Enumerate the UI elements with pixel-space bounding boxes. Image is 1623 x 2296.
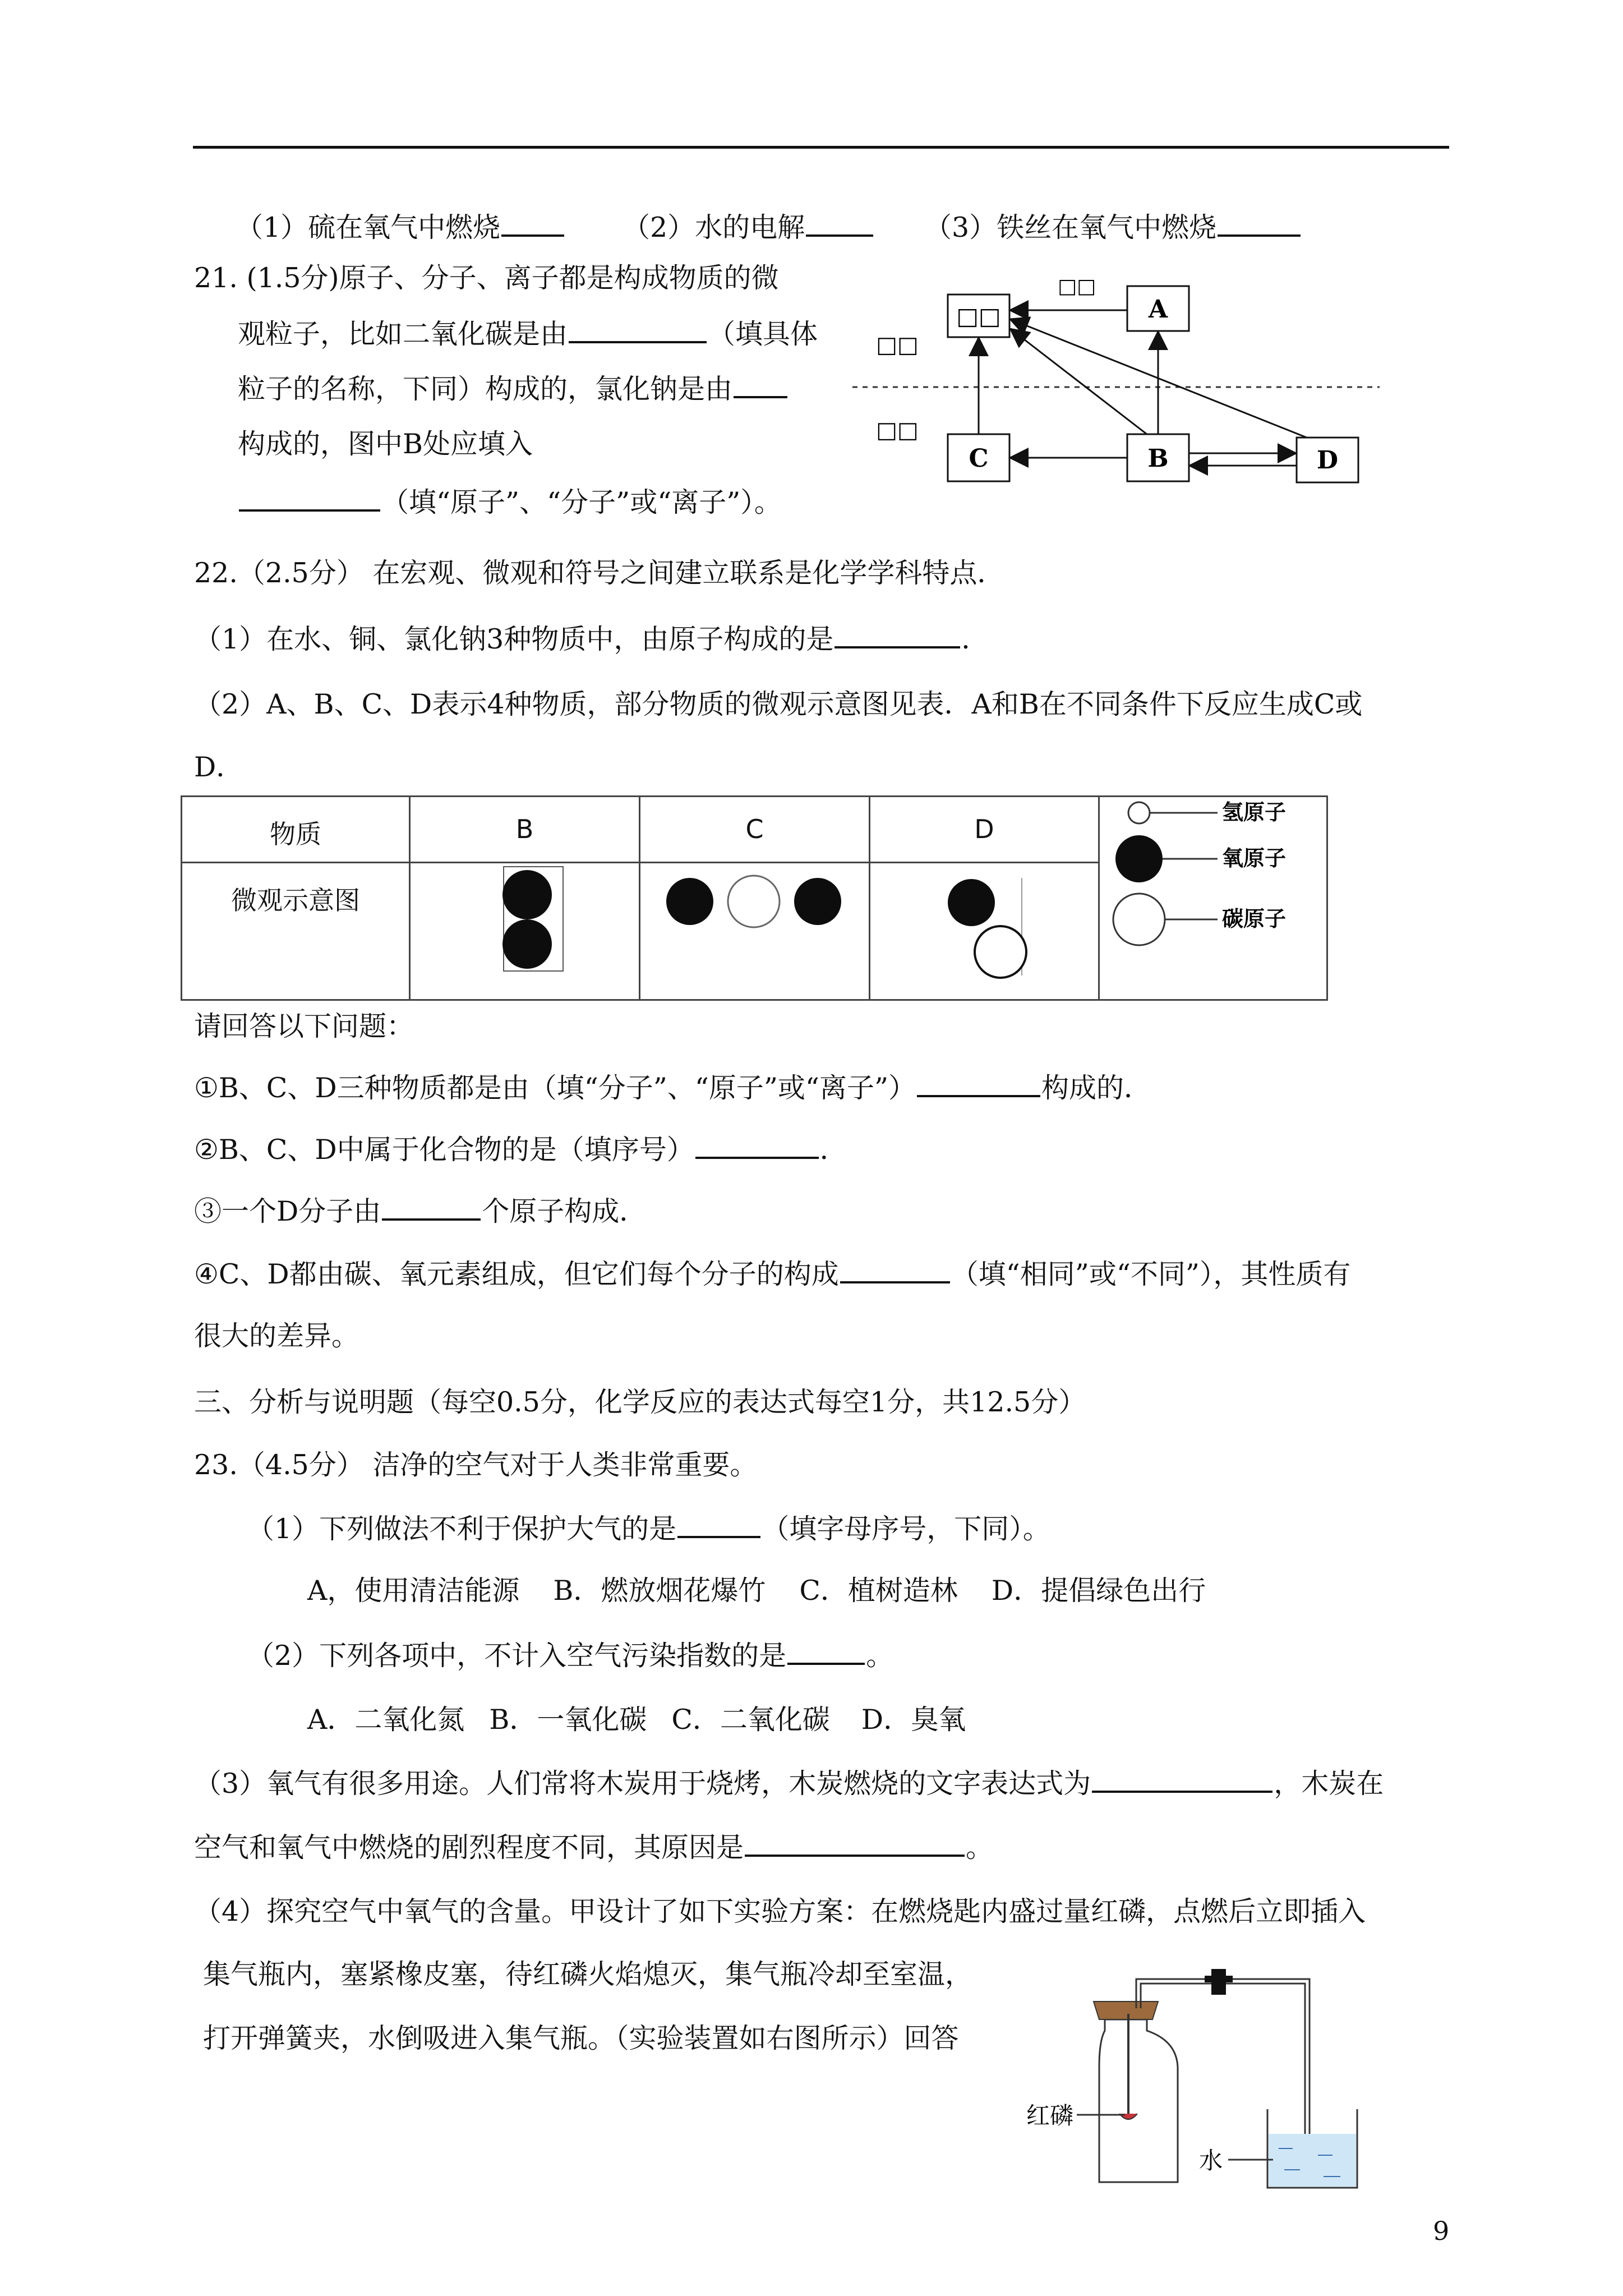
- q22-sub-2: ②B、C、D中属于化合物的是（填序号） ．: [194, 1134, 847, 1166]
- molecule-table: [181, 795, 1328, 1001]
- answer-blank[interactable]: [239, 487, 380, 512]
- q22-sub-4-cont: 很大的差异。: [194, 1320, 359, 1352]
- answer-blank[interactable]: [806, 212, 873, 237]
- molecule-c-cell: [640, 862, 870, 1000]
- box-b-label: B: [1147, 444, 1169, 473]
- gas-bottle: [1099, 2019, 1178, 2182]
- answer-blank[interactable]: [734, 374, 787, 398]
- q21-line-1: 21. (1.5分)原子、分子、离子都是构成物质的微: [194, 262, 779, 294]
- answer-blank[interactable]: [1092, 1768, 1272, 1793]
- q22-sub-1: ①B、C、D三种物质都是由（填“分子”、“原子”或“离子”） 构成的．: [194, 1072, 1152, 1104]
- answer-blank[interactable]: [787, 1640, 865, 1665]
- box-d-label: D: [1316, 446, 1339, 475]
- q20-part-2: （2）水的电解: [623, 211, 874, 245]
- answer-blank[interactable]: [382, 1196, 481, 1221]
- q23-part-4-line-1: （4）探究空气中氧气的含量。甲设计了如下实验方案：在燃烧匙内盛过量红磷，点燃后立即插入: [194, 1895, 1366, 1927]
- atom-legend: [1100, 797, 1326, 999]
- oxygen-atom: [502, 870, 552, 919]
- q23-part-1: （1）下列做法不利于保护大气的是 （填字母序号，下同）。: [247, 1513, 1050, 1545]
- answer-blank[interactable]: [695, 1134, 819, 1159]
- side-label-lower: □□: [876, 417, 919, 443]
- q22-prompt: 请回答以下问题：: [194, 1010, 414, 1042]
- box-a-label: A: [1148, 295, 1168, 324]
- rubber-stopper: [1094, 2001, 1158, 2019]
- label-red-phosphorus: 红磷: [1026, 2102, 1074, 2129]
- q23-part-3-line-1: （3）氧气有很多用途。人们常将木炭用于烧烤，木炭燃烧的文字表达式为 ，木炭在: [194, 1768, 1384, 1800]
- q22-part-2-line-2: D．: [194, 751, 244, 783]
- box-c-label: C: [969, 444, 989, 473]
- q22-part-2-line-1: （2）A、B、C、D表示4种物质，部分物质的微观示意图见表．A和B在不同条件下反应生成C或: [194, 688, 1363, 720]
- q22-intro: 22.（2.5分） 在宏观、微观和符号之间建立联系是化学学科特点．: [194, 557, 1005, 589]
- legend-carbon: 碳原子: [1222, 906, 1287, 931]
- answer-blank[interactable]: [917, 1073, 1040, 1097]
- table-header-c: C: [640, 797, 870, 863]
- box-top-left-label: □□: [956, 302, 1001, 330]
- molecule-b: [411, 863, 638, 995]
- arrow-d-to-top: [1012, 320, 1307, 438]
- q23-part-2: （2）下列各项中，不计入空气污染指数的是 。: [247, 1640, 894, 1672]
- oxygen-atom: [502, 919, 552, 969]
- q23-intro: 23.（4.5分） 洁净的空气对于人类非常重要。: [194, 1449, 758, 1481]
- oxygen-experiment-apparatus: [1021, 1947, 1413, 2193]
- legend-oxygen: 氧原子: [1222, 845, 1287, 871]
- oxygen-atom: [666, 878, 713, 925]
- molecule-c: [640, 863, 868, 995]
- legend-cell: [1099, 797, 1327, 1000]
- particle-relation-diagram: [841, 264, 1391, 499]
- q23-part-4-line-3: 打开弹簧夹，水倒吸进入集气瓶。（实验装置如右图所示）回答: [203, 2022, 959, 2054]
- q20-part-1: （1）硫在氧气中燃烧: [236, 211, 565, 245]
- table-header-substance: 物质: [182, 797, 410, 863]
- q22-sub-4: ④C、D都由碳、氧元素组成，但它们每个分子的构成 （填“相同”或“不同”），其性质有: [194, 1258, 1351, 1290]
- answer-blank[interactable]: [834, 624, 960, 648]
- table-header-b: B: [410, 797, 640, 863]
- oxygen-atom: [794, 878, 841, 925]
- page-number: 9: [1433, 2216, 1450, 2246]
- carbon-atom: [975, 926, 1026, 978]
- arrow-label: □□: [1057, 275, 1096, 298]
- answer-blank[interactable]: [677, 1513, 760, 1538]
- side-label-upper: □□: [876, 332, 919, 358]
- answer-blank[interactable]: [745, 1832, 965, 1857]
- q21-line-5: （填“原子”、“分子”或“离子”）。: [238, 486, 782, 519]
- water: [1269, 2134, 1356, 2187]
- legend-hydrogen: 氢原子: [1222, 799, 1287, 825]
- section-3-heading: 三、分析与说明题（每空0.5分，化学反应的表达式每空1分，共12.5分）: [194, 1386, 1086, 1418]
- q23-part-3-line-2: 空气和氧气中燃烧的剧烈程度不同，其原因是 。: [194, 1832, 994, 1864]
- table-row-label: 微观示意图: [182, 862, 410, 1000]
- q23-part-4-line-2: 集气瓶内，塞紧橡皮塞，待红磷火焰熄灭，集气瓶冷却至室温，: [203, 1958, 973, 1990]
- q20-part-3: （3）铁丝在氧气中燃烧: [924, 211, 1302, 245]
- molecule-d-cell: [870, 862, 1099, 1000]
- answer-blank[interactable]: [569, 319, 707, 343]
- q23-options-1: A，使用清洁能源 B．燃放烟花爆竹 C．植树造林 D．提倡绿色出行: [307, 1575, 1206, 1607]
- q22-part-1: （1）在水、铜、氯化钠3种物质中，由原子构成的是 ．: [194, 623, 989, 655]
- answer-blank[interactable]: [501, 212, 564, 237]
- q21-line-4: 构成的，图中B处应填入: [238, 428, 533, 460]
- q21-line-3: 粒子的名称，下同）构成的，氯化钠是由: [238, 372, 789, 406]
- q21-line-2: 观粒子，比如二氧化碳是由 （填具体: [238, 318, 818, 350]
- q22-sub-3: ③一个D分子由 个原子构成．: [194, 1195, 647, 1227]
- carbon-atom: [728, 876, 780, 927]
- answer-blank[interactable]: [840, 1259, 950, 1283]
- table-header-d: D: [870, 797, 1099, 863]
- answer-blank[interactable]: [1218, 212, 1301, 237]
- molecule-d: [870, 863, 1097, 995]
- header-rule: [193, 146, 1449, 149]
- label-water: 水: [1199, 2147, 1223, 2174]
- oxygen-atom-icon: [1115, 835, 1163, 882]
- molecule-b-cell: [410, 862, 640, 1000]
- oxygen-atom: [948, 879, 995, 926]
- carbon-atom-icon: [1113, 894, 1165, 945]
- q23-options-2: A．二氧化氮 B．一氧化碳 C．二氧化碳 D．臭氧: [307, 1704, 966, 1736]
- hydrogen-atom-icon: [1128, 802, 1150, 823]
- arrow-b-to-top: [1012, 330, 1147, 434]
